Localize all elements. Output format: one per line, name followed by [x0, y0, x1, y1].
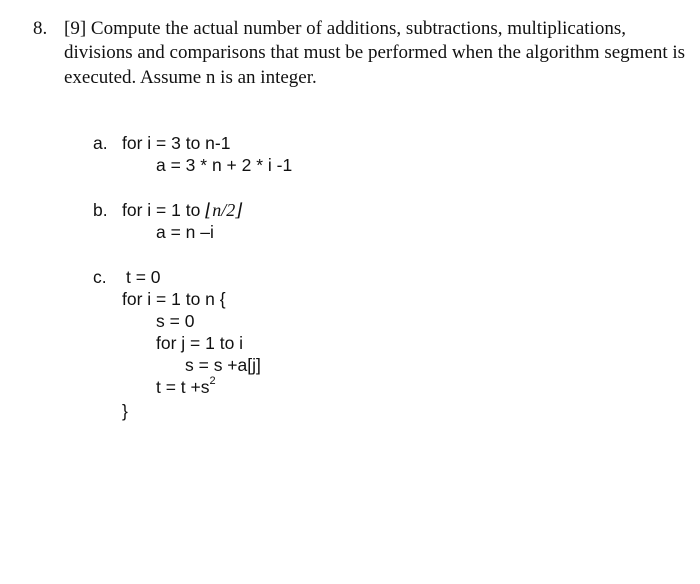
part-c-line-3: s = 0 — [156, 311, 195, 331]
question-text-line-1 — [64, 17, 626, 41]
exponent: 2 — [209, 375, 216, 388]
part-b-line-1-prefix: for i = 1 to — [122, 200, 206, 220]
part-b-line-2: a = n –i — [156, 222, 214, 242]
part-c-label: c. — [93, 267, 107, 287]
question-text-line-3: executed. Assume n is an integer. — [64, 67, 317, 88]
part-c-line-6-base: t = t +s — [156, 377, 210, 397]
part-c-line-4: for j = 1 to i — [156, 333, 244, 353]
part-a-line-1: for i = 3 to n-1 — [122, 133, 231, 153]
question-number — [33, 17, 47, 41]
question-text-line-2: divisions and comparisons that must be performed when the algorithm segment is — [64, 42, 686, 63]
part-b-line-1 — [122, 199, 242, 221]
part-a-label: a. — [93, 133, 108, 153]
question-points: [9] — [64, 18, 87, 39]
question-line-1-text: Compute the actual number of additions, subtractions, multiplications, — [90, 18, 626, 39]
part-c-line-1: t = 0 — [126, 267, 161, 287]
part-c-line-6 — [156, 376, 216, 398]
part-c-line-2: for i = 1 to n { — [122, 289, 226, 309]
part-c-line-5: s = s +a[j] — [185, 355, 261, 375]
question-number-label: 8. — [33, 18, 48, 39]
part-c-closing-brace: } — [122, 401, 128, 421]
floor-expression: ⌊n/2⌋ — [205, 200, 243, 220]
part-a-line-2: a = 3 * n + 2 * i -1 — [156, 155, 293, 175]
part-b-label: b. — [93, 200, 108, 220]
